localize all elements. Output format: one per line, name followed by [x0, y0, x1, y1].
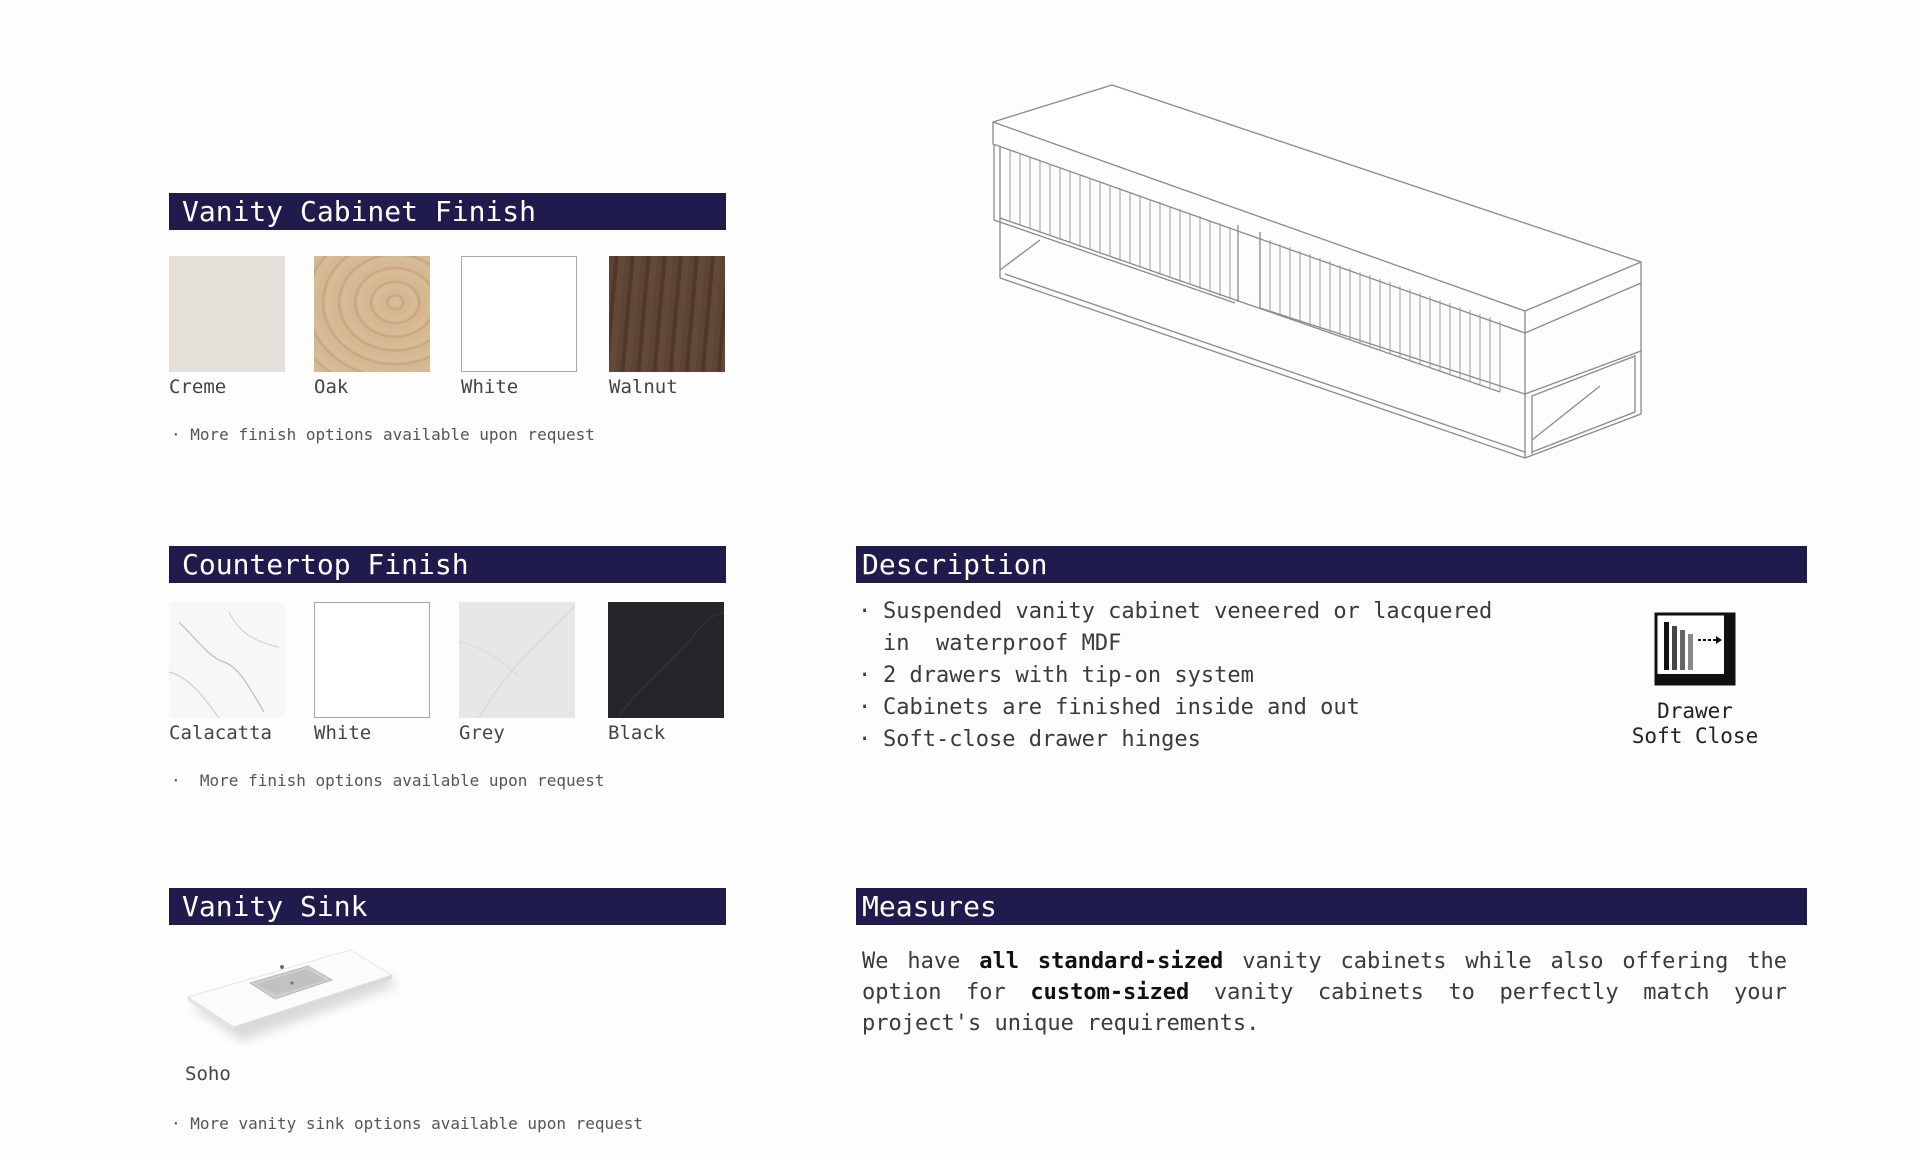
- vanity-sink-note: [171, 1114, 643, 1133]
- faucet-hole: [280, 965, 284, 969]
- swatch-creme[interactable]: [169, 256, 285, 372]
- bullet-dot: ·: [171, 771, 181, 790]
- cabinet-finish-header: Vanity Cabinet Finish: [169, 193, 726, 230]
- swatch-walnut[interactable]: [609, 256, 725, 372]
- description-bullet-text: Suspended vanity cabinet veneered or lacquered: [883, 599, 1493, 624]
- countertop-finish-note: [171, 771, 604, 790]
- black-veins: [608, 602, 724, 718]
- swatch-oak[interactable]: [314, 256, 430, 372]
- swatch-grey[interactable]: [459, 602, 575, 718]
- feature-label-line2: Soft Close: [1631, 724, 1759, 748]
- measures-bold-2: custom-sized: [1030, 980, 1190, 1005]
- description-bullet-cont: in waterproof MDF: [883, 631, 1122, 656]
- feature-label-line1: Drawer: [1657, 699, 1733, 723]
- cabinet-finish-note-text: More finish options available upon request: [190, 425, 595, 444]
- swatch-label-calacatta: Calacatta: [169, 722, 272, 744]
- measures-text-1: We have: [862, 949, 980, 974]
- measures-text-2: vanity cabinets while also offering the option for: [862, 949, 1787, 1005]
- countertop-finish-header: Countertop Finish: [169, 546, 726, 583]
- swatch-calacatta[interactable]: [169, 602, 285, 718]
- swatch-label-white: White: [461, 376, 519, 398]
- description-list: [858, 596, 1538, 756]
- measures-text: [862, 946, 1787, 1039]
- swatch-label-grey: Grey: [459, 722, 505, 744]
- swatch-label-white-countertop: White: [314, 722, 372, 744]
- swatch-black[interactable]: [608, 602, 724, 718]
- vanity-sink-note-text: More vanity sink options available upon request: [190, 1114, 644, 1133]
- cabinet-finish-note: [171, 425, 595, 444]
- grey-veins: [459, 602, 575, 718]
- drain-icon: [290, 981, 293, 984]
- sink-image[interactable]: [180, 945, 410, 1045]
- measures-header: Measures: [856, 888, 1807, 925]
- swatch-white[interactable]: [461, 256, 577, 372]
- description-bullet: [858, 660, 1538, 692]
- feature-label: [1620, 699, 1770, 749]
- marble-veins: [169, 602, 285, 718]
- description-bullet-text: Cabinets are finished inside and out: [883, 695, 1360, 720]
- description-bullet: [858, 692, 1538, 724]
- swatch-label-black: Black: [608, 722, 666, 744]
- bullet-dot: ·: [171, 1114, 181, 1133]
- drawer-soft-close-icon: [1654, 612, 1736, 686]
- bullet-dot: ·: [171, 425, 181, 444]
- measures-bold-1: all standard-sized: [979, 949, 1224, 974]
- measures-text-3: vanity cabinets to perfectly match your project's unique requirements.: [862, 980, 1787, 1036]
- countertop-finish-note-text: More finish options available upon request: [199, 771, 605, 790]
- description-bullet: [858, 596, 1538, 660]
- swatch-label-walnut: Walnut: [609, 376, 678, 398]
- description-bullet-text: 2 drawers with tip-on system: [883, 663, 1254, 688]
- vanity-sink-header: Vanity Sink: [169, 888, 726, 925]
- vanity-cabinet-drawing: [985, 80, 1645, 470]
- swatch-label-oak: Oak: [314, 376, 349, 398]
- description-header: Description: [856, 546, 1807, 583]
- swatch-label-creme: Creme: [169, 376, 227, 398]
- swatch-white-countertop[interactable]: [314, 602, 430, 718]
- sink-label: Soho: [185, 1063, 231, 1085]
- description-bullet-text: Soft-close drawer hinges: [883, 727, 1201, 752]
- description-bullet: [858, 724, 1538, 756]
